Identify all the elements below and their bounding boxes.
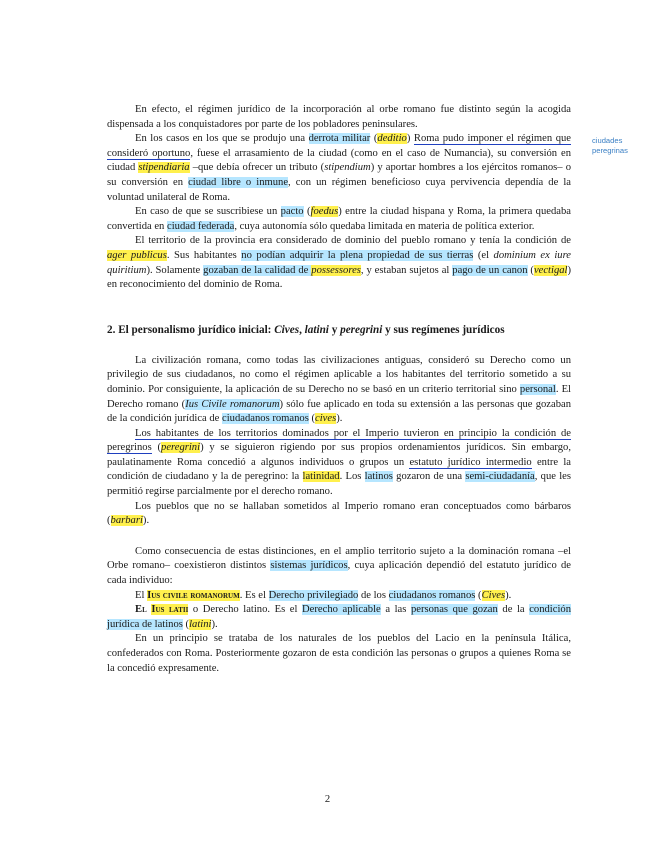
text: y xyxy=(328,323,341,336)
highlight-yellow: Ius latii xyxy=(151,604,189,616)
text: –que debía ofrecer un tributo ( xyxy=(189,162,325,174)
text: ( xyxy=(182,618,190,630)
text: . Los xyxy=(339,471,365,483)
highlight-yellow: stipendiaria xyxy=(138,162,190,174)
text: ). xyxy=(211,618,218,630)
italic-term: Cives xyxy=(274,323,300,336)
highlight-yellow: possessores xyxy=(311,264,361,276)
highlight-blue: Ius Civile romanorum xyxy=(185,398,280,410)
text: ) y se siguieron rigiendo por sus propios ordenamientos jurídicos. Sin embargo, paulatinamente Roma concedió a algunos individuos o grupos un xyxy=(107,442,571,468)
text: . El Derecho romano ( xyxy=(107,383,571,410)
text: , que les permitió regirse parcialmente por el derecho romano. xyxy=(107,471,571,498)
text: ) sólo fue aplicado en toda su extensión a las personas que gozaban de la condición jurídica de xyxy=(107,398,571,425)
highlight-blue: latinos xyxy=(364,471,393,483)
text: entre la condición de ciudadano y la de peregrino: la xyxy=(107,456,571,483)
italic-term: latini xyxy=(304,323,329,336)
highlight-blue: Derecho aplicable xyxy=(302,604,381,616)
text: y sus regímenes jurídicos xyxy=(382,323,505,336)
highlight-yellow: peregrini xyxy=(161,442,201,454)
text: gozaron de una xyxy=(392,471,466,483)
text: ) y aportar hombres a los ejércitos romanos– o su conversión en xyxy=(107,162,571,188)
text: El territorio de la provincia era considerado de dominio del pueblo romano y tenía la condición de xyxy=(135,235,571,247)
text: ) en reconocimiento del dominio de Roma. xyxy=(107,264,572,291)
highlight-blue: personas que gozan xyxy=(410,604,498,616)
text: La civilización romana, como todas las civilizaciones antiguas, consideró su Derecho como un privilegio de sus ciudadanos, no como el régimen aplicable a los habitantes del territorio sometido a su dominio. Por consiguiente, la aplicación de su Derecho no se basó en un criterio territorial sino xyxy=(107,354,571,395)
highlight-yellow: foedus xyxy=(310,206,339,218)
text: ( xyxy=(151,442,162,454)
highlight-blue: semi-ciudadanía xyxy=(465,471,535,483)
highlight-blue: derrota militar xyxy=(308,133,371,145)
text: a las xyxy=(380,604,411,616)
text: 2. El personalismo jurídico inicial: xyxy=(107,323,275,336)
highlight-blue: no podían adquirir la plena propiedad de sus tierras xyxy=(241,249,474,261)
text: o Derecho latino. Es el xyxy=(188,604,303,616)
text: , cuya autonomía sólo quedaba limitada en materia de política exterior. xyxy=(234,220,535,232)
text: ( xyxy=(308,413,316,425)
highlight-yellow: deditio xyxy=(377,133,407,145)
highlight-blue: pago de un canon xyxy=(452,264,528,276)
text: ). xyxy=(505,589,512,601)
paragraph-ius-latii xyxy=(107,603,571,632)
highlight-blue: condición jurídica de latinos xyxy=(107,604,571,630)
paragraph-ius-civile xyxy=(107,589,571,604)
text: ). Solamente xyxy=(146,264,204,276)
highlight-yellow: vectigal xyxy=(533,264,568,276)
underlined-text: Los habitantes de los territorios dominados por el Imperio tuvieron en principio la condición de peregrinos xyxy=(107,427,571,454)
italic-term: dominium ex iure quiritium xyxy=(107,249,572,276)
italic-term: stipendium xyxy=(324,162,371,174)
text: . Sus habitantes xyxy=(166,249,242,261)
margin-comment[interactable] xyxy=(592,136,644,155)
highlight-yellow: latinidad xyxy=(302,471,340,483)
text: ( xyxy=(370,133,378,145)
text: Como consecuencia de estas distinciones, en el amplio territorio sujeto a la dominación romana –el Orbe romano– coexistieron distintos xyxy=(107,545,571,572)
page-number: 2 xyxy=(324,794,331,805)
highlight-blue: ciudad federada xyxy=(167,220,235,232)
highlight-yellow: latini xyxy=(189,618,212,630)
text: El xyxy=(135,604,152,616)
text: En caso de que se suscribiese un xyxy=(135,206,281,218)
highlight-blue: gozaban de la calidad de xyxy=(203,264,312,276)
document-body xyxy=(107,103,571,676)
paragraph-incorporacion: En efecto, el régimen jurídico de la incorporación al orbe romano fue distinto según la acogida dispensada a los conquistadores por parte de los pobladores peninsulares. xyxy=(107,104,571,130)
paragraph-pacto xyxy=(107,205,571,234)
text: En los casos en los que se produjo una xyxy=(135,133,309,145)
text: , xyxy=(299,323,305,336)
highlight-blue: pacto xyxy=(280,206,304,218)
highlight-blue: Derecho privilegiado xyxy=(268,589,359,601)
highlight-yellow: cives xyxy=(315,413,337,425)
paragraph-civilizacion xyxy=(107,354,571,427)
text: ) entre la ciudad hispana y Roma, la primera quedaba convertida en xyxy=(107,206,571,232)
paragraph-derrota-militar xyxy=(107,132,571,205)
paragraph-peregrinos xyxy=(107,427,571,500)
paragraph-consecuencia xyxy=(107,545,571,589)
highlight-blue: ciudadanos romanos xyxy=(388,589,476,601)
text: , cuya aplicación dependió del estatuto jurídico de cada individuo: xyxy=(107,560,571,587)
text: de los xyxy=(358,589,389,601)
text: . Es el xyxy=(239,589,269,601)
text: (el xyxy=(473,249,494,261)
underlined-text: estatuto jurídico intermedio xyxy=(409,456,532,468)
text: de la xyxy=(497,604,530,616)
text: Los pueblos que no se hallaban sometidos al Imperio romano eran conceptuados como bárbaros ( xyxy=(107,500,571,527)
paragraph-lacio: En un principio se trataba de los naturales de los pueblos del Lacio en la península Itálica, confederados con Roma. Posteriormente gozaron de esta condición las personas o grupos a quienes Roma se la concedió expresamente. xyxy=(107,633,571,674)
italic-term: peregrini xyxy=(340,323,383,336)
text: , fuese el arrasamiento de la ciudad (como en el caso de Numancia), su conversión en ciudad xyxy=(107,147,571,174)
text: , y estaban sujetos al xyxy=(360,264,453,276)
highlight-blue: ciudadanos romanos xyxy=(222,413,309,425)
highlight-yellow: Cives xyxy=(481,589,506,601)
section-heading xyxy=(107,323,571,338)
text: ( xyxy=(475,589,482,601)
text: El xyxy=(135,589,148,601)
text: ). xyxy=(142,515,150,527)
margin-comment-line: ciudades xyxy=(592,136,623,145)
highlight-blue: sistemas jurídicos xyxy=(270,560,348,572)
margin-comment-line: peregrinas xyxy=(592,145,628,155)
text: ). xyxy=(336,413,343,425)
text: ( xyxy=(303,206,311,218)
text: ) xyxy=(406,133,414,145)
underlined-text: Roma pudo imponer el régimen que consideró oportuno xyxy=(107,133,571,159)
text: , con un régimen beneficioso cuya pervivencia dependía de la voluntad unilateral de Roma. xyxy=(107,176,572,203)
highlight-yellow: Ius civile romanorum xyxy=(147,589,240,601)
paragraph-barbaros xyxy=(107,500,571,529)
highlight-blue: ciudad libre o inmune xyxy=(188,176,289,188)
highlight-blue: personal xyxy=(519,383,556,395)
highlight-yellow: barbari xyxy=(110,515,143,527)
text: ( xyxy=(527,264,534,276)
highlight-yellow: ager publicus xyxy=(107,249,167,261)
paragraph-territorio xyxy=(107,234,571,292)
